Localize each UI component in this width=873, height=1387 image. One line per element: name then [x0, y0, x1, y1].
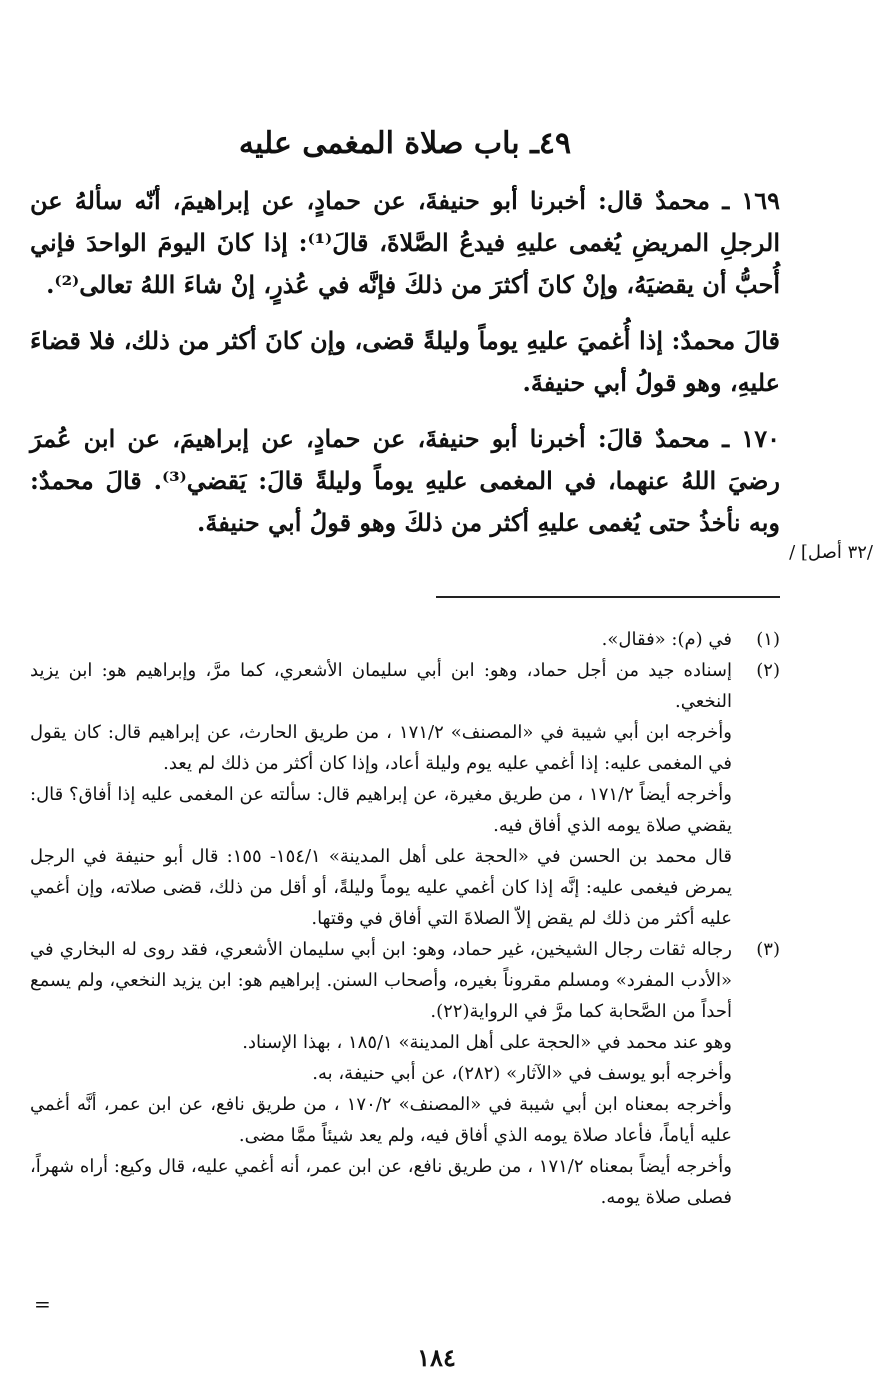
footnote-body: [30, 624, 732, 655]
footnote-paragraph: وأخرجه أيضاً ١٧١/٢ ، من طريق مغيرة، عن إبراهيم قال: سألته عن المغمى عليه إذا أفاق؟ قال: يقضي صلاة يومه الذي أفاق فيه.: [30, 784, 732, 836]
footnote: [30, 655, 780, 717]
footnote-paragraph: وأخرجه أيضاً بمعناه ١٧١/٢ ، من طريق نافع، عن ابن عمر، أنه أغمي عليه، قال وكيع: أراه شهراً، فصلى صلاة يومه.: [30, 1156, 732, 1208]
footnote-paragraph: وأخرجه ابن أبي شيبة في «المصنف» ١٧١/٢ ، من طريق الحارث، عن إبراهيم قال: كان يقول في المغمى عليه: إذا أغمي عليه يوم وليلة أعاد، وإذا كان أكثر من ذلك لم يعد.: [30, 722, 732, 774]
footnote-continuation: [30, 717, 732, 934]
margin-page-reference: /٣٢ أصل] /: [789, 542, 873, 563]
chapter-title: ٤٩ـ باب صلاة المغمى عليه: [238, 126, 572, 161]
main-text: [30, 180, 780, 558]
footnote-paragraph: في (م): «فقال».: [601, 629, 732, 650]
footnote-body: [30, 934, 732, 1027]
footnote-divider: [436, 596, 780, 598]
hadith-170: [30, 418, 780, 544]
footnote-continuation: [30, 1027, 732, 1213]
footnote-paragraph: رجاله ثقات رجال الشيخين، غير حماد، وهو: ابن أبي سليمان الأشعري، فقد روى له البخاري في «الأدب المفرد» ومسلم مقروناً بغيره، وأصحاب السنن. إبراهيم هو: ابن يزيد النخعي، ولم يسمع أحداً من الصَّحابة كما مرَّ في الرواية(٢٢).: [30, 939, 732, 1022]
footnote-paragraph: وهو عند محمد في «الحجة على أهل المدينة» ١٨٥/١ ، بهذا الإسناد.: [242, 1032, 732, 1053]
footnote-paragraph: وأخرجه بمعناه ابن أبي شيبة في «المصنف» ١٧٠/٢ ، من طريق نافع، عن ابن عمر، أنَّه أغمي عليه أياماً، فأعاد صلاة يومه الذي أفاق فيه، ولم يعد شيئاً ممَّا مضى.: [30, 1094, 732, 1146]
hadith-169: [30, 180, 780, 306]
page-number: ١٨٤: [417, 1343, 456, 1372]
footnote: [30, 934, 780, 1027]
footnote: [30, 624, 780, 655]
footnote-number: (٢): [756, 660, 780, 681]
footnote-paragraph: إسناده جيد من أجل حماد، وهو: ابن أبي سليمان الأشعري، كما مرَّ، وإبراهيم هو: ابن يزيد النخعي.: [30, 660, 732, 712]
footnote-number: (٣): [756, 939, 780, 960]
hadith-text: محمدٌ قالَ: أخبرنا أبو حنيفةَ، عن حمادٍ، عن إبراهيمَ، عن ابن عُمرَ رضيَ اللهُ عنهما، في المغمى عليهِ يوماً وليلةً قالَ: يَقضي⁽³⁾. قالَ محمدٌ: وبه نأخذُ حتى يُغمى عليهِ أكثر من ذلكَ وهو قولُ أبي حنيفةَ.: [30, 424, 780, 537]
continuation-mark: =: [34, 1292, 51, 1316]
footnote-paragraph: قال محمد بن الحسن في «الحجة على أهل المدينة» ١٥٤/١- ١٥٥: قال أبو حنيفة في الرجل يمرض فيغمى عليه: إنَّه إذا كان أغمي عليه يوماً وليلةً، أو أقل من ذلك، قضى صلاته، وإن أغمي عليه أكثر من ذلك لم يقض إلاّ الصلاةَ التي أفاق في وقتها.: [30, 846, 732, 929]
footnote-body: [30, 655, 732, 717]
footnotes: [30, 624, 780, 1213]
footnote-number: (١): [756, 629, 780, 650]
hadith-number: ١٦٩ ـ: [722, 186, 781, 215]
author-comment: قالَ محمدٌ: إذا أُغميَ عليهِ يوماً وليلةً قضى، وإن كانَ أكثر من ذلك، فلا قضاءَ عليهِ، وهو قولُ أبي حنيفةَ.: [30, 326, 780, 397]
hadith-number: ١٧٠ ـ: [722, 424, 780, 453]
footnote-paragraph: وأخرجه أبو يوسف في «الآثار» (٢٨٢)، عن أبي حنيفة، به.: [312, 1063, 732, 1084]
hadith-text: محمدٌ قال: أخبرنا أبو حنيفةَ، عن حمادٍ، عن إبراهيمَ، أنّه سألهُ عن الرجلِ المريضِ يُغمى عليهِ فيدعُ الصَّلاةَ، قالَ⁽¹⁾: إذا كانَ اليومَ الواحدَ فإني أُحبُّ أن يقضيَهُ، وإنْ كانَ أكثرَ من ذلكَ فإنَّه في عُذرٍ، إنْ شاءَ اللهُ تعالى⁽²⁾.: [30, 186, 780, 299]
